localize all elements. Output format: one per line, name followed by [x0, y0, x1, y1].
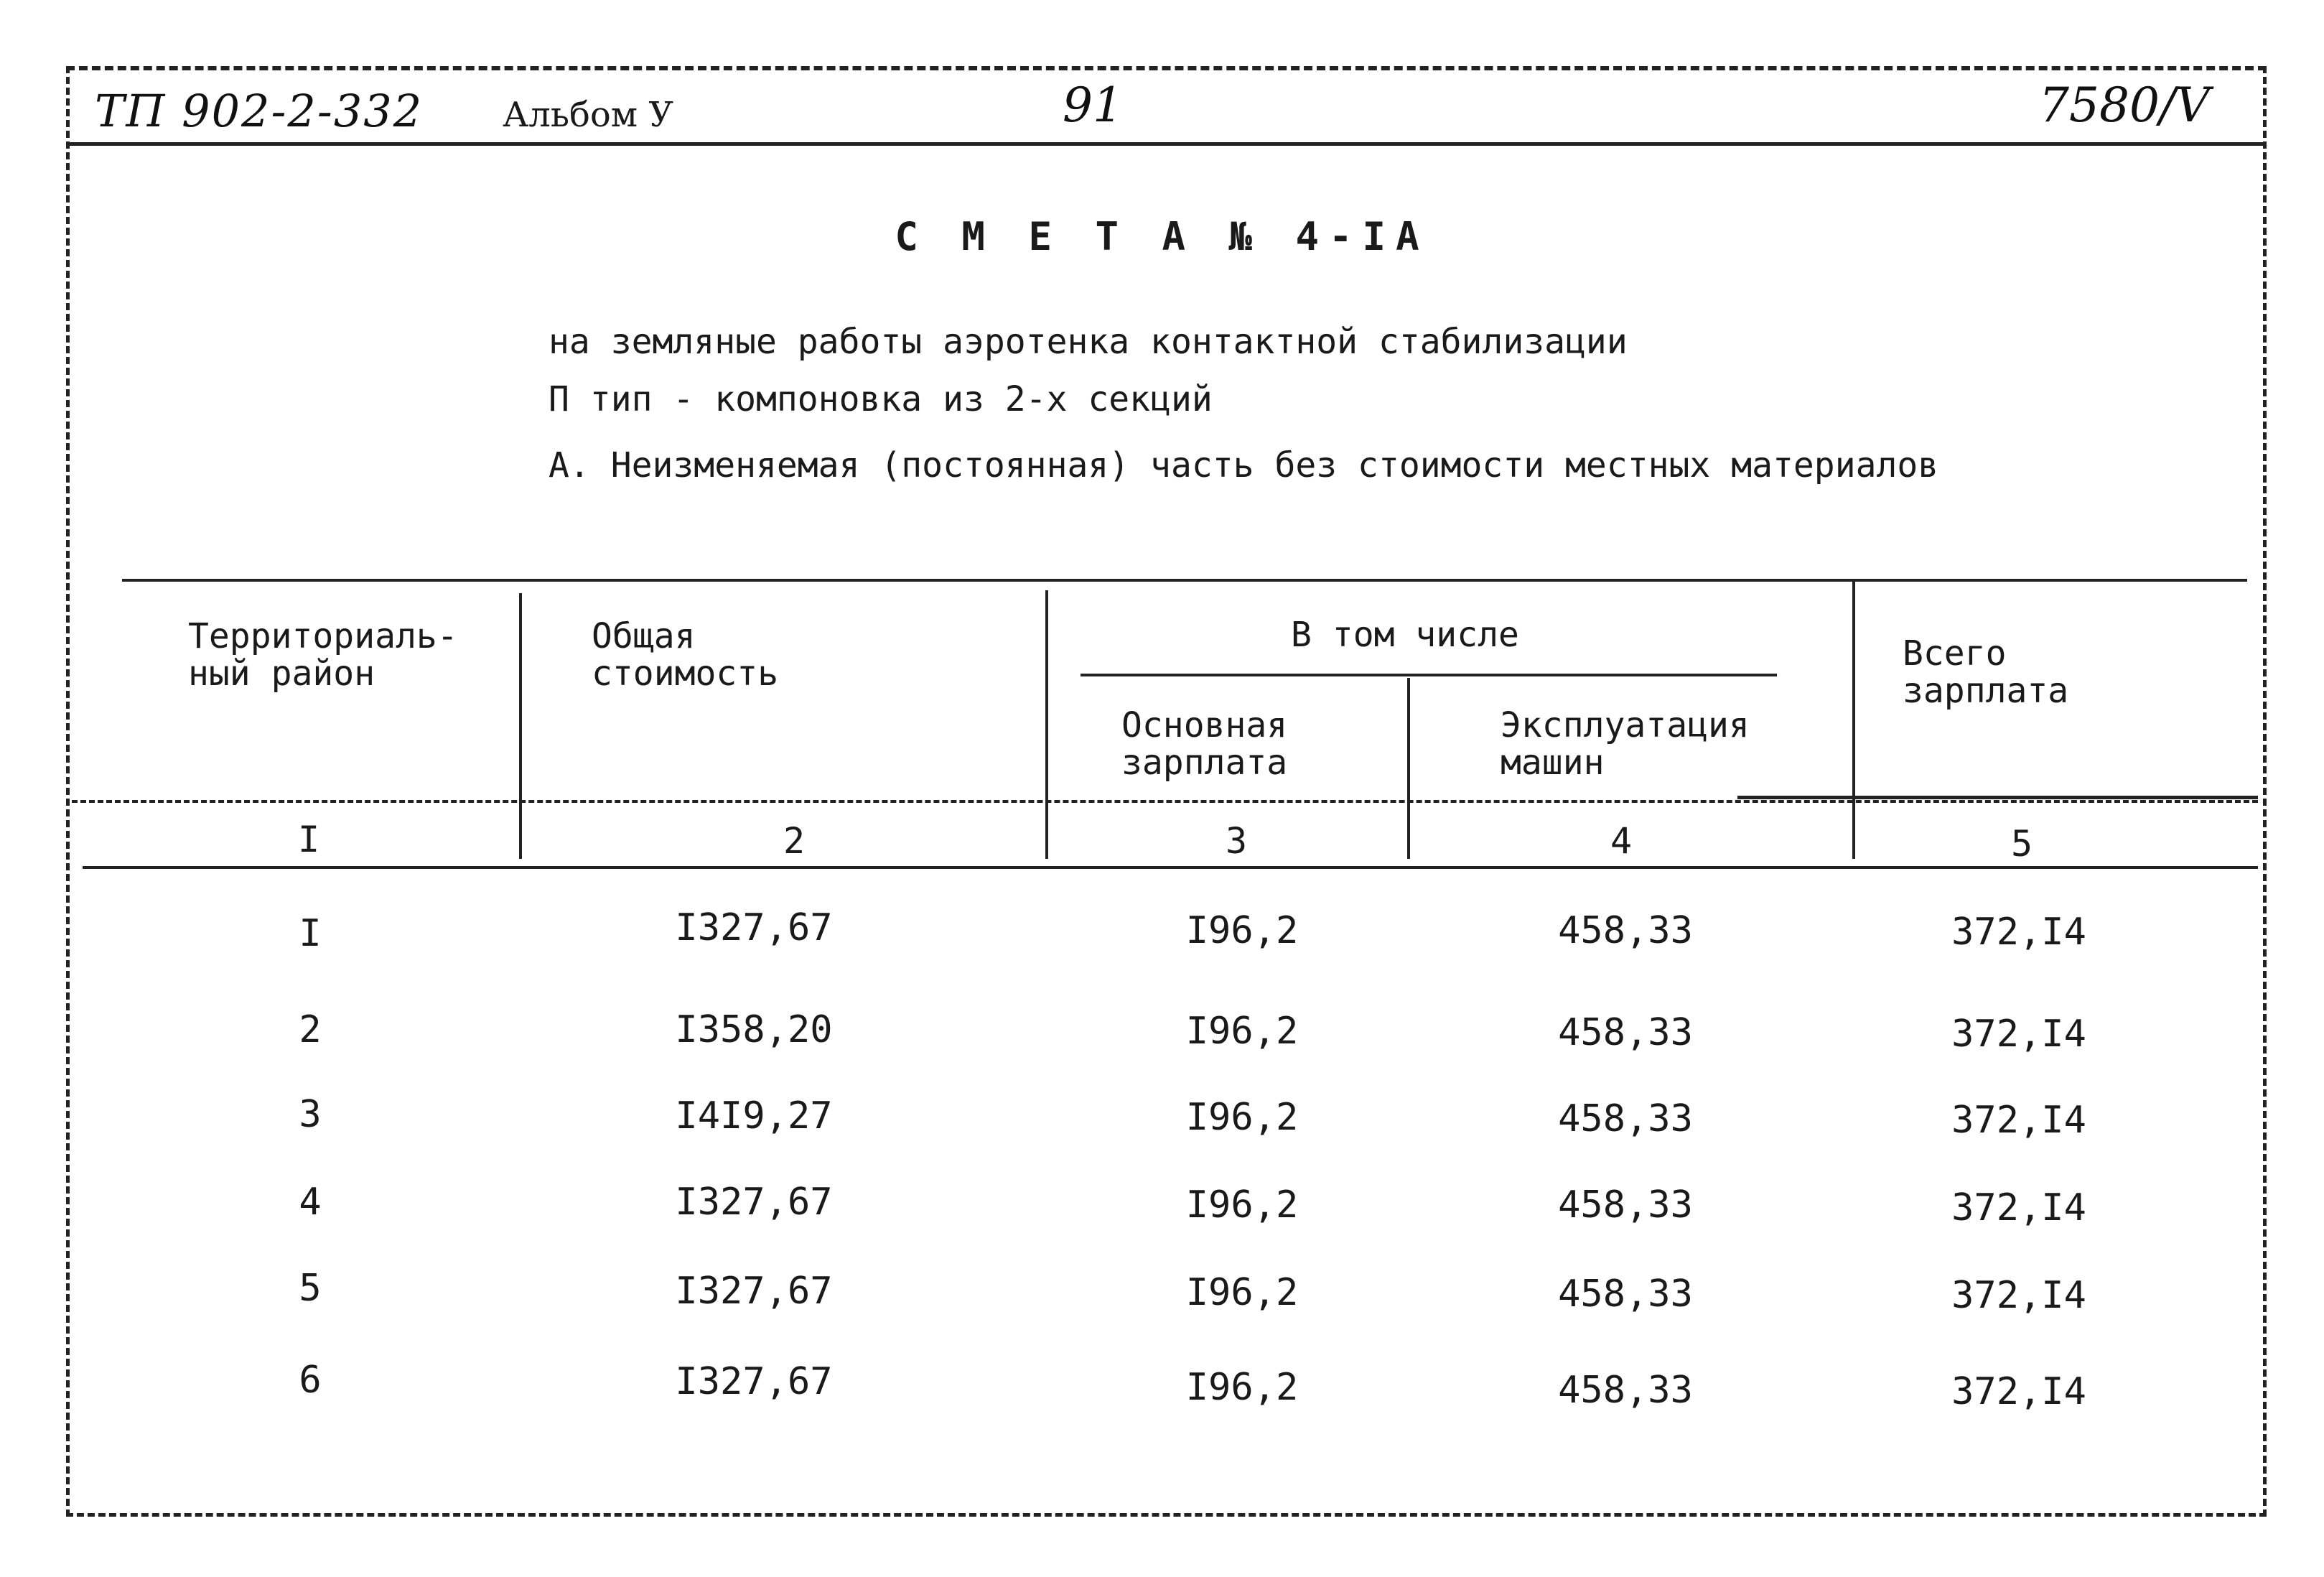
album-label: Альбом У	[503, 95, 674, 135]
cell-base-wages: I96,2	[1185, 1183, 1299, 1227]
document-title: С М Е Т А № 4-IA	[895, 214, 1429, 259]
table-top-rule	[122, 579, 2247, 582]
header-machine-operation-line1: Эксплуатация	[1501, 705, 1750, 745]
cell-total-wages: 372,I4	[1951, 1186, 2086, 1229]
cell-machine-operation: 458,33	[1558, 1369, 1693, 1412]
document-subtitle-2: П тип - компоновка из 2-х секций	[549, 379, 1213, 419]
doc-code: ТП 902-2-332	[95, 85, 424, 137]
cell-district: 5	[299, 1267, 322, 1310]
column-number: 2	[783, 820, 806, 862]
header-total-cost-line2: стоимость	[592, 653, 779, 694]
cell-total-wages: 372,I4	[1951, 911, 2086, 954]
cell-total-wages: 372,I4	[1951, 1370, 2086, 1413]
cell-machine-operation: 458,33	[1558, 1273, 1693, 1316]
cell-total-wages: 372,I4	[1951, 1099, 2086, 1142]
cell-base-wages: I96,2	[1185, 909, 1299, 952]
column-number: 5	[2010, 823, 2033, 865]
cell-district: 3	[299, 1093, 322, 1136]
cell-district: 6	[299, 1359, 322, 1402]
page-number: 91	[1063, 78, 1123, 133]
column-number: 4	[1610, 820, 1633, 862]
column-number: I	[297, 819, 320, 860]
colnum-bottom-rule	[83, 866, 2258, 869]
header-total-wages-line2: зарплата	[1903, 671, 2069, 711]
column-number: 3	[1225, 820, 1248, 862]
header-bottom-rule-solid	[1737, 796, 2258, 799]
cell-machine-operation: 458,33	[1558, 909, 1693, 952]
cell-machine-operation: 458,33	[1558, 1183, 1693, 1227]
cell-base-wages: I96,2	[1185, 1010, 1299, 1053]
cell-base-wages: I96,2	[1185, 1096, 1299, 1139]
header-total-wages	[1903, 635, 2068, 710]
cell-total-cost: I4I9,27	[675, 1094, 833, 1138]
cell-total-wages: 372,I4	[1951, 1013, 2086, 1056]
cell-total-cost: I327,67	[675, 906, 833, 949]
header-territorial-district	[188, 618, 458, 692]
header-base-wages-line1: Основная	[1121, 705, 1288, 745]
header-rule	[66, 142, 2267, 146]
cell-district: 2	[299, 1008, 322, 1051]
cell-base-wages: I96,2	[1185, 1366, 1299, 1409]
header-base-wages	[1121, 707, 1287, 781]
cell-machine-operation: 458,33	[1558, 1011, 1693, 1054]
col-divider-4	[1852, 580, 1855, 859]
group-header-rule	[1081, 674, 1777, 676]
cell-total-cost: I327,67	[675, 1181, 833, 1224]
inventory-number: 7580/V	[2039, 78, 2210, 133]
cell-total-wages: 372,I4	[1951, 1274, 2086, 1317]
cell-district: I	[299, 912, 322, 955]
header-including-group: В том числе	[1291, 615, 1519, 655]
header-total-cost-line1: Общая	[592, 616, 696, 656]
header-machine-operation	[1501, 707, 1750, 781]
document-subtitle-3: А. Неизменяемая (постоянная) часть без стоимости местных материалов	[549, 445, 1939, 485]
col-divider-3	[1407, 678, 1410, 859]
header-territorial-district-line1: Территориаль-	[188, 616, 458, 656]
cell-machine-operation: 458,33	[1558, 1097, 1693, 1140]
cell-total-cost: I327,67	[675, 1270, 833, 1313]
cell-total-cost: I327,67	[675, 1360, 833, 1403]
document-subtitle-1: на земляные работы аэротенка контактной стабилизации	[549, 322, 1628, 362]
header-machine-operation-line2: машин	[1501, 743, 1605, 783]
col-divider-1	[519, 593, 522, 859]
header-total-wages-line1: Всего	[1903, 633, 2007, 674]
cell-district: 4	[299, 1181, 322, 1224]
header-territorial-district-line2: ный район	[188, 653, 375, 694]
cell-base-wages: I96,2	[1185, 1271, 1299, 1314]
col-divider-2	[1045, 590, 1048, 859]
cell-total-cost: I358,20	[675, 1008, 833, 1051]
header-total-cost	[592, 618, 778, 692]
header-base-wages-line2: зарплата	[1121, 743, 1288, 783]
header-bottom-rule	[72, 800, 2258, 803]
